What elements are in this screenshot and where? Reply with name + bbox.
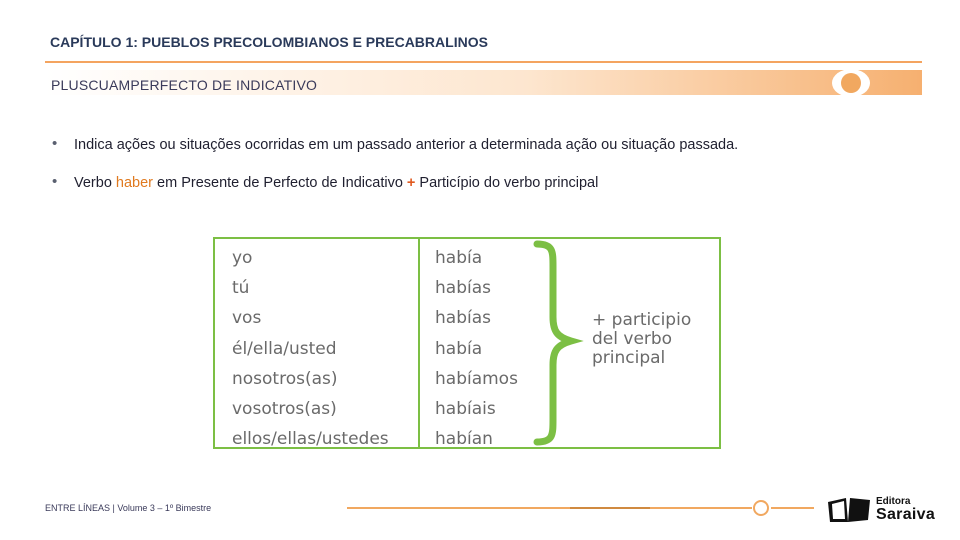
verb-form-cell: habían [435, 429, 493, 450]
section-bar [45, 70, 922, 95]
verb-form-cell: había [435, 338, 483, 359]
pronoun-cell: ellos/ellas/ustedes [232, 429, 389, 450]
footer-text: ENTRE LÍNEAS | Volume 3 – 1º Bimestre [45, 503, 212, 513]
verb-form-cell: habíais [435, 398, 496, 419]
chapter-title: CAPÍTULO 1: PUEBLOS PRECOLOMBIANOS E PRECABRALINOS [50, 34, 488, 50]
verb-form-cell: habías [435, 278, 491, 299]
pronoun-column [232, 243, 389, 454]
circle-decoration-icon [832, 69, 870, 97]
publisher-logo [826, 494, 941, 526]
verb-form-cell: había [435, 248, 483, 268]
section-title: PLUSCUAMPERFECTO DE INDICATIVO [51, 77, 318, 93]
header-rule [45, 61, 922, 63]
haber-highlight: haber [115, 175, 154, 191]
footer-circle-icon [753, 500, 769, 516]
pronoun-cell: nosotros(as) [232, 368, 338, 389]
footer-rule-accent [570, 507, 650, 509]
logo-small-text: Editora [876, 496, 911, 507]
bullet-icon: • [52, 173, 58, 190]
logo-big-text: Saraiva [876, 506, 936, 523]
verb-form-cell: habías [435, 308, 491, 329]
conjugation-table [213, 237, 721, 449]
verb-form-column [435, 243, 518, 454]
pronoun-cell: vosotros(as) [232, 398, 337, 419]
pronoun-cell: vos [232, 308, 262, 329]
footer-rule [347, 507, 752, 509]
table-divider [418, 239, 420, 447]
participle-note: + participio del verbo principal [592, 310, 692, 368]
plus-sign: + [406, 175, 416, 191]
pronoun-cell: él/ella/usted [232, 338, 337, 359]
book-logo-icon [826, 494, 872, 524]
pronoun-cell: yo [232, 248, 253, 268]
footer-rule-end [771, 507, 814, 509]
pronoun-cell: tú [232, 278, 250, 299]
curly-brace-icon [525, 239, 585, 447]
bullet-text: Indica ações ou situações ocorridas em um passado anterior a determinada ação ou situação passada. [74, 137, 739, 153]
bullet-icon: • [52, 135, 58, 152]
bullet-text: Verbo haber em Presente de Perfecto de Indicativo + Particípio do verbo principal [74, 175, 599, 191]
verb-form-cell: habíamos [435, 368, 518, 389]
